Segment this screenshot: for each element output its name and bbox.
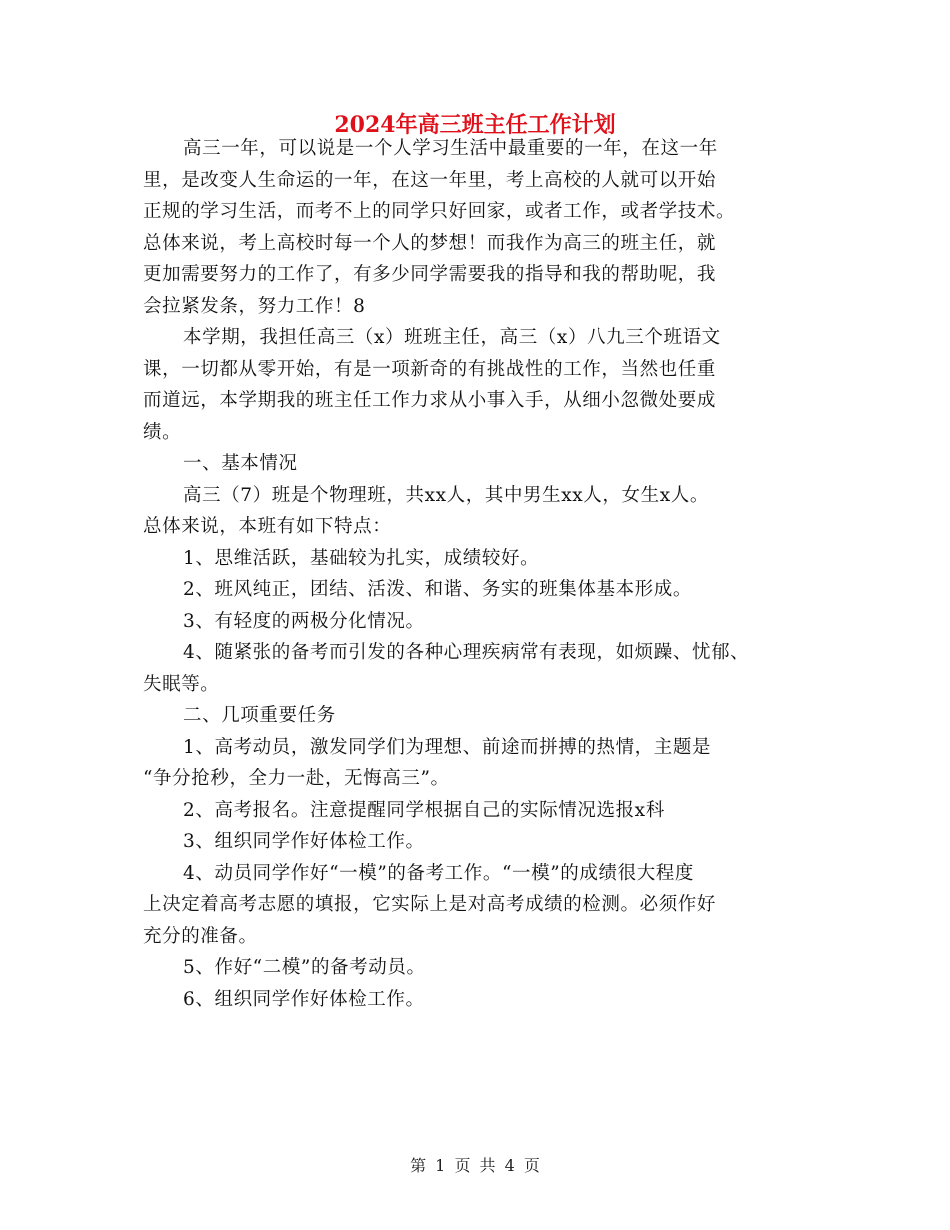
list-item: 3、有轻度的两极分化情况。	[183, 610, 425, 632]
text-line: 绩。	[143, 421, 182, 443]
section-heading: 一、基本情况	[183, 453, 298, 474]
document-body	[143, 133, 833, 1015]
list-item: 2、高考报名。注意提醒同学根据自己的实际情况选报x科	[183, 799, 665, 821]
text-line: “争分抢秒，全力一赴，无悔高三”。	[143, 768, 450, 789]
text-line: 正规的学习生活，而考不上的同学只好回家，或者工作，或者学技术。	[143, 201, 736, 222]
list-item: 4、随紧张的备考而引发的各种心理疾病常有表现，如烦躁、忧郁、	[183, 642, 750, 663]
text-line: 本学期，我担任高三（x）班班主任，高三（x）八九三个班语文	[183, 327, 721, 348]
list-item: 1、高考动员，激发同学们为理想、前途而拼搏的热情，主题是	[183, 736, 712, 758]
text-line: 而道远，本学期我的班主任工作力求从小事入手，从细小忽微处要成	[143, 390, 717, 411]
text-line: 里，是改变人生命运的一年，在这一年里，考上高校的人就可以开始	[143, 169, 717, 191]
page-footer: 第 1 页 共 4 页	[410, 1156, 540, 1175]
text-line: 总体来说，本班有如下特点：	[143, 516, 392, 537]
text-line: 失眠等。	[143, 673, 220, 695]
text-line: 上决定着高考志愿的填报，它实际上是对高考成绩的检测。必须作好	[143, 894, 717, 915]
text-line: 充分的准备。	[143, 925, 258, 947]
text-line: 会拉紧发条，努力工作！8	[143, 295, 366, 317]
list-item: 2、班风纯正，团结、活泼、和谐、务实的班集体基本形成。	[183, 579, 692, 600]
list-item: 3、组织同学作好体检工作。	[183, 831, 425, 852]
list-item: 1、思维活跃，基础较为扎实，成绩较好。	[183, 547, 540, 569]
text-line: 课，一切都从零开始，有是一项新奇的有挑战性的工作，当然也任重	[143, 358, 717, 380]
list-item: 6、组织同学作好体检工作。	[183, 988, 425, 1010]
text-line: 高三（7）班是个物理班，共xx人，其中男生xx人，女生x人。	[183, 484, 709, 506]
text-line: 总体来说，考上高校时每一个人的梦想！而我作为高三的班主任，就	[143, 232, 717, 254]
list-item: 5、作好“二模”的备考动员。	[183, 957, 426, 978]
text-line: 高三一年，可以说是一个人学习生活中最重要的一年，在这一年	[183, 138, 718, 159]
list-item: 4、动员同学作好“一模”的备考工作。“一模”的成绩很大程度	[183, 862, 695, 884]
text-line: 更加需要努力的工作了，有多少同学需要我的指导和我的帮助呢，我	[143, 264, 717, 285]
section-heading: 二、几项重要任务	[183, 705, 336, 726]
document-title: 2024年高三班主任工作计划	[334, 112, 616, 138]
